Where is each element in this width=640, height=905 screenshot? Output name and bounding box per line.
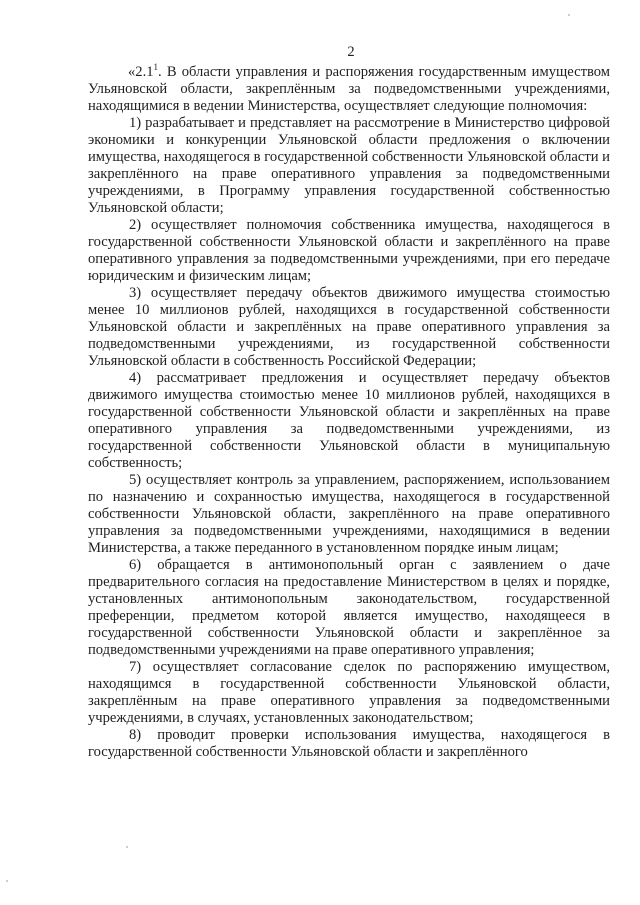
clause-intro (88, 64, 610, 115)
document-body (88, 64, 610, 761)
clause-number: «2.1 (128, 64, 154, 80)
list-item: 4) рассматривает предложения и осуществляет передачу объектов движимого имущества стоимостью менее 10 миллионов рублей, находящихся в государственной собственности Ульяновской области и закреплённых на праве оперативного управления за подведомственными учреждениями, из государственной собственности Ульяновской области в муниципальную собственность; (88, 370, 610, 471)
list-item: 7) осуществляет согласование сделок по распоряжению имуществом, находящимся в государственной собственности Ульяновской области, закреплённым на праве оперативного управления за подведомственными учреждениями, в случаях, установленных законодательством; (88, 659, 610, 726)
list-item: 2) осуществляет полномочия собственника имущества, находящегося в государственной собственности Ульяновской области и закреплённого на праве оперативного управления за подведомственными учреждениями, при его передаче юридическим и физическим лицам; (88, 217, 610, 284)
scan-speck (6, 880, 8, 882)
list-item: 5) осуществляет контроль за управлением, распоряжением, использованием по назначению и сохранностью имущества, находящегося в государственной собственности Ульяновской области, закреплённого на праве оперативного управления за подведомственными учреждениями, находящимися в ведении Министерства, а также переданного в установленном порядке иным лицам; (88, 472, 610, 556)
clause-superscript: 1 (153, 62, 159, 73)
scan-speck (568, 14, 570, 16)
list-item: 8) проводит проверки использования имущества, находящегося в государственной собственности Ульяновской области и закреплённого (88, 727, 610, 760)
scan-speck (126, 846, 128, 848)
page-number: 2 (347, 44, 355, 60)
clause-intro-text: . В области управления и распоряжения государственным имуществом Ульяновской области, закреплённым за подведомственными учреждениями, находящимися в ведении Министерства, осуществляет следующие полномочия: (88, 64, 610, 114)
list-item: 1) разрабатывает и представляет на рассмотрение в Министерство цифровой экономики и конкуренции Ульяновской области предложения о включении имущества, находящегося в государственной собственности Ульяновской области и закреплённого на праве оперативного управления за подведомственными учреждениями, в Программу управления государственной собственностью Ульяновской области; (88, 115, 610, 216)
list-item: 6) обращается в антимонопольный орган с заявлением о даче предварительного согласия на предоставление Министерством в целях и порядке, установленных антимонопольным законодательством, государственной преференции, предметом которой является имущество, находящееся в государственной собственности Ульяновской области и закреплённое за подведомственными учреждениями на праве оперативного управления; (88, 557, 610, 658)
list-item: 3) осуществляет передачу объектов движимого имущества стоимостью менее 10 миллионов рублей, находящихся в государственной собственности Ульяновской области и закреплённых на праве оперативного управления за подведомственными учреждениями, из государственной собственности Ульяновской области в собственность Российской Федерации; (88, 285, 610, 369)
